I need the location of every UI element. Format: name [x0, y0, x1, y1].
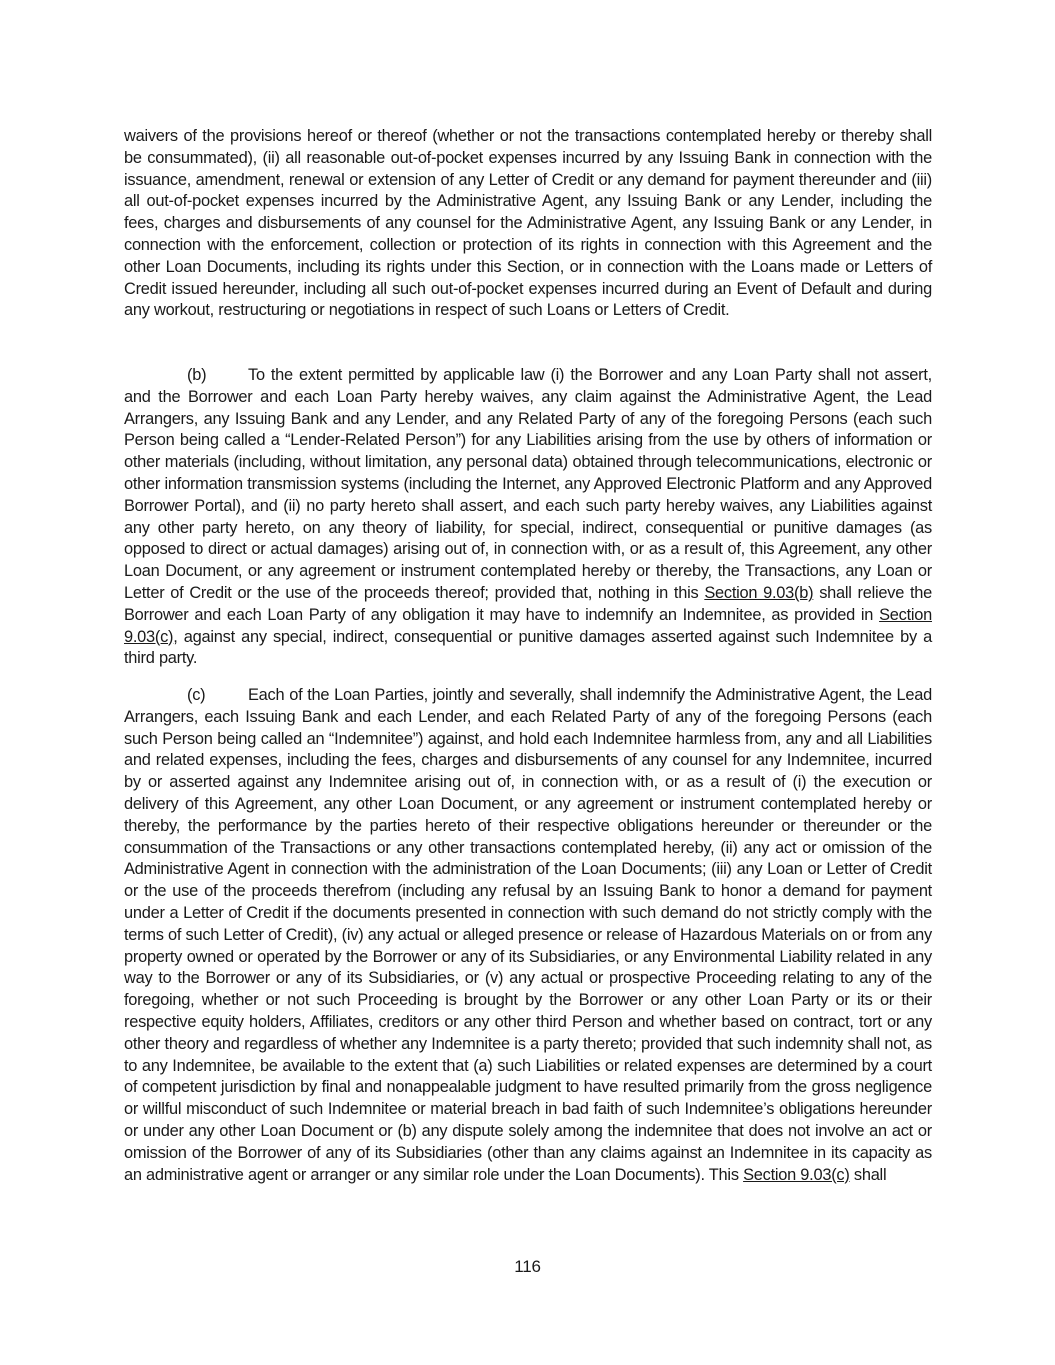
- paragraph-text: shall relieve the Borrower and each Loan Party of any obligation it may have to indemnify an Indemnitee, as provided in: [124, 583, 932, 624]
- section-cross-reference[interactable]: Section 9.03(c): [743, 1165, 850, 1184]
- paragraph-label: (b): [187, 366, 207, 384]
- paragraph-text: , against any special, indirect, consequential or punitive damages asserted against such Indemnitee by a third party.: [124, 627, 932, 668]
- paragraph-text: waivers of the provisions hereof or thereof (whether or not the transactions contemplated hereby or thereby shall be consummated), (ii) all reasonable out-of-pocket expenses incurred by any Issuing Bank in connection with the issuance, amendment, renewal or extension of any Letter of Credit or any demand for payment thereunder and (iii) all out-of-pocket expenses incurred by the Administrative Agent, any Issuing Bank or any Lender, including the fees, charges and disbursements of any counsel for the Administrative Agent, any Issuing Bank or any Lender, in connection with the enforcement, collection or protection of its rights in connection with this Agreement and the other Loan Documents, including its rights under this Section, or in connection with the Loans made or Letters of Credit issued hereunder, including all such out-of-pocket expenses incurred during an Event of Default and during any workout, restructuring or negotiations in respect of such Loans or Letters of Credit.: [124, 127, 932, 320]
- section-cross-reference[interactable]: Section 9.03(c): [124, 605, 932, 646]
- paragraph-c: [124, 685, 932, 1186]
- paragraph-continuation: [124, 126, 932, 335]
- paragraph-text: Each of the Loan Parties, jointly and severally, shall indemnify the Administrative Agent, the Lead Arrangers, each Issuing Bank and each Lender, and each Related Party of any of the foregoing Persons (each such Person being called an “Indemnitee”) against, and hold each Indemnitee harmless from, any and all Liabilities and related expenses, including the fees, charges and disbursements of any counsel for any Indemnitee, incurred by or asserted against any Indemnitee arising out of, in connection with, or as a result of (i) the execution or delivery of this Agreement, any other Loan Document, or any agreement or instrument contemplated hereby or thereby, the performance by the parties hereto of their respective obligations hereunder or thereunder or the consummation of the Transactions or any other transactions contemplated hereby, (ii) any act or omission of the Administrative Agent in connection with the administration of the Loan Documents; (iii) any Loan or Letter of Credit or the use of the proceeds therefrom (including any refusal by an Issuing Bank to honor a demand for payment under a Letter of Credit if the documents presented in connection with such demand do not strictly comply with the terms of such Letter of Credit), (iv) any actual or alleged presence or release of Hazardous Materials on or from any property owned or operated by the Borrower or any of its Subsidiaries, or any Environmental Liability related in any way to the Borrower or any of its Subsidiaries, or (v) any actual or prospective Proceeding relating to any of the foregoing, whether or not such Proceeding is brought by the Borrower or any other Loan Party or its or their respective equity holders, Affiliates, creditors or any other third Person and whether based on contract, tort or any other theory and regardless of whether any Indemnitee is a party thereto; provided that such indemnity shall not, as to any Indemnitee, be available to the extent that (a) such Liabilities or related expenses are determined by a court of competent jurisdiction by final and nonappealable judgment to have resulted primarily from the gross negligence or willful misconduct of such Indemnitee or material breach in bad faith of such Indemnitee’s obligations hereunder or under any other Loan Document or (b) any dispute solely among the indemnitee that does not involve an act or omission of the Borrower of any of its Subsidiaries (other than any claims against an Indemnitee in its capacity as an administrative agent or arranger or any similar role under the Loan Documents). This: [124, 686, 932, 1184]
- paragraph-text: shall: [849, 1165, 887, 1184]
- section-cross-reference[interactable]: Section 9.03(b): [704, 583, 814, 602]
- paragraph-text: To the extent permitted by applicable law (i) the Borrower and any Loan Party shall not assert, and the Borrower and each Loan Party hereby waives, any claim against the Administrative Agent, the Lead Arrangers, any Issuing Bank and any Lender, and any Related Party of any of the foregoing Persons (each such Person being called a “Lender-Related Person”) for any Liabilities arising from the use by others of information or other materials (including, without limitation, any personal data) obtained through telecommunications, electronic or other information transmission systems (including the Internet, any Approved Electronic Platform and any Approved Borrower Portal), and (ii) no party hereto shall assert, and each such party hereby waives, any Liabilities against any other party hereto, on any theory of liability, for special, indirect, consequential or punitive damages (as opposed to direct or actual damages) arising out of, in connection with, or as a result of, this Agreement, any other Loan Document, or any agreement or instrument contemplated hereby or thereby, the Transactions, any Loan or Letter of Credit or the use of the proceeds thereof; provided that, nothing in this: [124, 366, 932, 602]
- paragraph-label: (c): [187, 686, 206, 704]
- paragraph-b: [124, 365, 932, 683]
- page-number: 116: [514, 1257, 541, 1276]
